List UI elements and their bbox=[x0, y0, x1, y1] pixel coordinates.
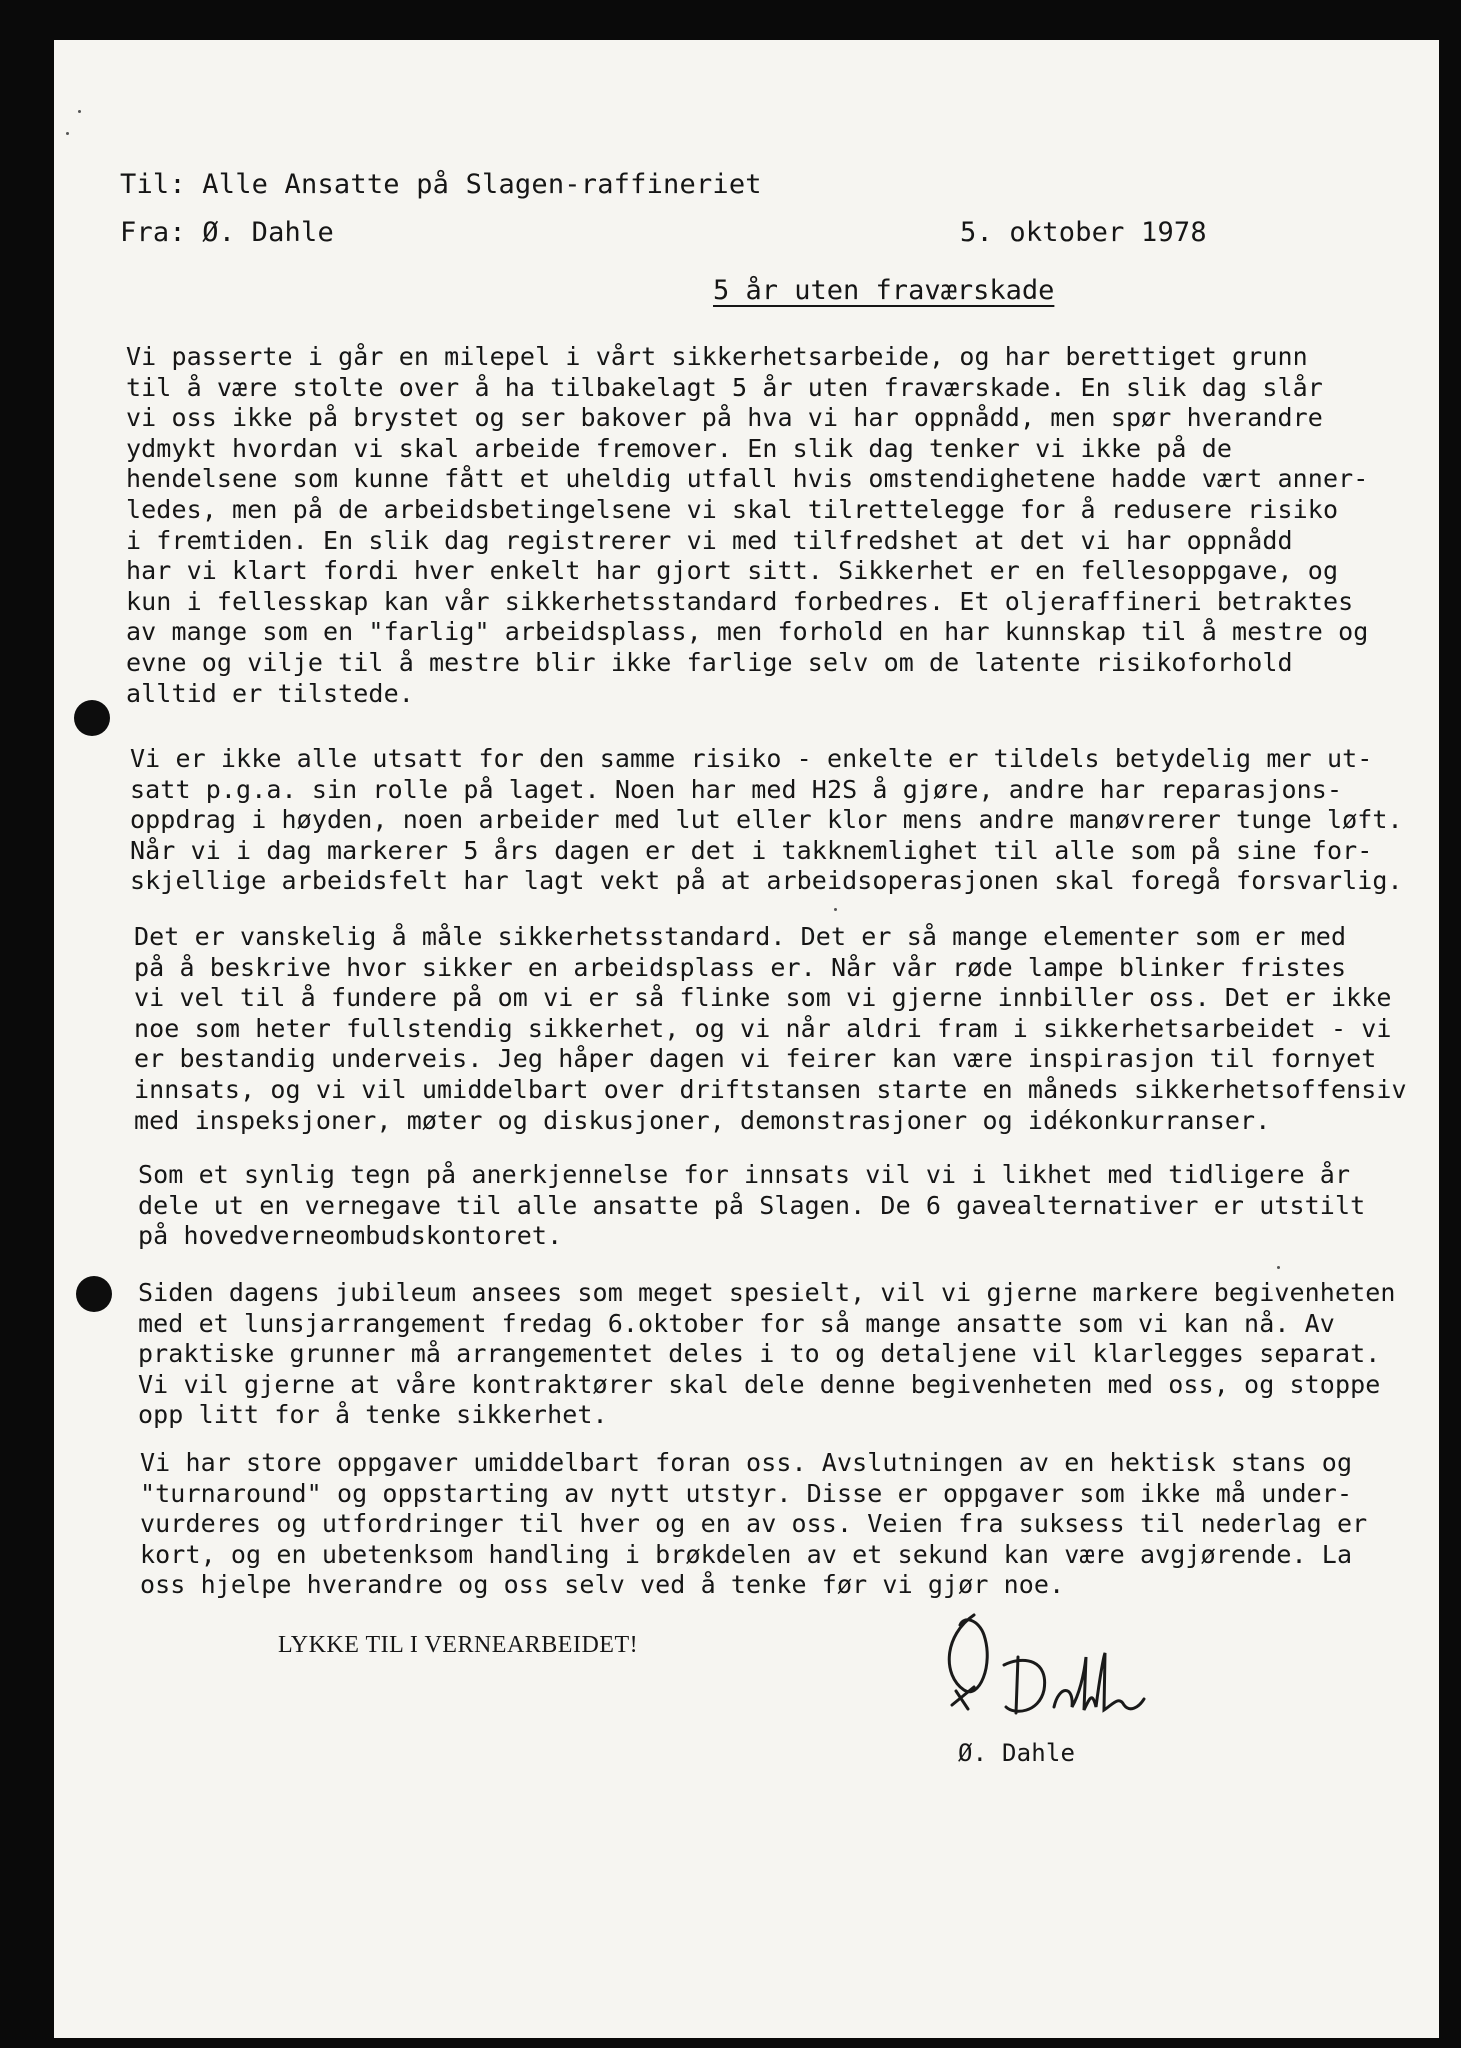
text-line: praktiske grunner må arrangementet deles i to og detaljene vil klarlegges separat. bbox=[138, 1339, 1381, 1369]
text-line: Vi har store oppgaver umiddelbart foran oss. Avslutningen av en hektisk stans og bbox=[140, 1448, 1353, 1477]
text-line: oss hjelpe hverandre og oss selv ved å tenke før vi gjør noe. bbox=[140, 1570, 1065, 1600]
text-line: alltid er tilstede. bbox=[126, 678, 414, 708]
paper-speck bbox=[78, 110, 81, 113]
text-line: satt p.g.a. sin rolle på laget. Noen har med H2S å gjøre, andre har reparasjons- bbox=[130, 774, 1343, 804]
text-line: kort, og en ubetenksom handling i brøkdelen av et sekund kan være avgjørende. La bbox=[140, 1539, 1353, 1569]
paper-speck bbox=[66, 132, 69, 135]
text-line: dele ut en vernegave til alle ansatte på Slagen. De 6 gavealternativer er utstilt bbox=[138, 1190, 1366, 1220]
text-line: har vi klart fordi hver enkelt har gjort sitt. Sikkerhet er en fellesoppgave, og bbox=[126, 556, 1339, 586]
document-page bbox=[54, 40, 1439, 2038]
text-line: skjellige arbeidsfelt har lagt vekt på at arbeidsoperasjonen skal foregå forsvarlig. bbox=[130, 866, 1403, 896]
text-line: vurderes og utfordringer til hver og en av oss. Veien fra suksess til nederlag er bbox=[140, 1509, 1368, 1539]
text-line: er bestandig underveis. Jeg håper dagen vi feirer kan være inspirasjon til fornyet bbox=[134, 1044, 1377, 1074]
text-line: på hovedverneombudskontoret. bbox=[138, 1221, 563, 1251]
date-line: 5. oktober 1978 bbox=[960, 217, 1207, 248]
text-line: til å være stolte over å ha tilbakelagt 5 år uten fraværskade. En slik dag slår bbox=[126, 372, 1323, 402]
to-line: Til: Alle Ansatte på Slagen-raffineriet bbox=[120, 169, 762, 200]
text-line: evne og vilje til å mestre blir ikke farlige selv om de latente risikoforhold bbox=[126, 647, 1293, 677]
letter-title: 5 år uten fraværskade bbox=[713, 275, 1055, 306]
text-line: opp litt for å tenke sikkerhet. bbox=[138, 1400, 608, 1430]
text-line: oppdrag i høyden, noen arbeider med lut eller klor mens andre manøvrerer tunge løft. bbox=[130, 805, 1403, 835]
paper-speck bbox=[1277, 1266, 1280, 1269]
closing-line: LYKKE TIL I VERNEARBEIDET! bbox=[278, 1632, 639, 1658]
text-line: Siden dagens jubileum ansees som meget spesielt, vil vi gjerne markere begivenheten bbox=[138, 1278, 1396, 1307]
bullet-mark bbox=[76, 1276, 112, 1312]
text-line: kun i fellesskap kan vår sikkerhetsstandard forbedres. Et oljeraffineri betraktes bbox=[126, 586, 1354, 616]
handwritten-signature bbox=[934, 1595, 1194, 1745]
text-line: av mange som en "farlig" arbeidsplass, men forhold en har kunnskap til å mestre og bbox=[126, 617, 1369, 647]
text-line: ledes, men på de arbeidsbetingelsene vi skal tilrettelegge for å redusere risiko bbox=[126, 494, 1339, 524]
text-line: på å beskrive hvor sikker en arbeidsplass er. Når vår røde lampe blinker fristes bbox=[134, 952, 1347, 982]
text-line: Vi passerte i går en milepel i vårt sikkerhetsarbeide, og har berettiget grunn bbox=[126, 342, 1308, 371]
text-line: vi vel til å fundere på om vi er så flinke som vi gjerne innbiller oss. Det er ikke bbox=[134, 983, 1392, 1013]
paragraph-1 bbox=[126, 342, 1368, 709]
from-line: Fra: Ø. Dahle bbox=[120, 217, 334, 248]
text-line: med et lunsjarrangement fredag 6.oktober for så mange ansatte som vi kan nå. Av bbox=[138, 1308, 1335, 1338]
text-line: noe som heter fullstendig sikkerhet, og vi når aldri fram i sikkerhetsarbeidet - vi bbox=[134, 1013, 1392, 1043]
paragraph-4 bbox=[138, 1160, 1365, 1252]
paper-speck bbox=[834, 908, 837, 911]
paragraph-5 bbox=[138, 1278, 1396, 1431]
paragraph-6 bbox=[140, 1448, 1367, 1601]
text-line: Det er vanskelig å måle sikkerhetsstandard. Det er så mange elementer som er med bbox=[134, 922, 1347, 951]
text-line: vi oss ikke på brystet og ser bakover på hva vi har oppnådd, men spør hverandre bbox=[126, 403, 1323, 433]
text-line: Vi vil gjerne at våre kontraktører skal dele denne begivenheten med oss, og stoppe bbox=[138, 1369, 1381, 1399]
text-line: Når vi i dag markerer 5 års dagen er det i takknemlighet til alle som på sine for- bbox=[130, 835, 1373, 865]
text-line: Vi er ikke alle utsatt for den samme risiko - enkelte er tildels betydelig mer ut- bbox=[130, 744, 1373, 773]
text-line: i fremtiden. En slik dag registrerer vi med tilfredshet at det vi har oppnådd bbox=[126, 525, 1293, 555]
text-line: "turnaround" og oppstarting av nytt utstyr. Disse er oppgaver som ikke må under- bbox=[140, 1478, 1353, 1508]
text-line: ydmykt hvordan vi skal arbeide fremover. En slik dag tenker vi ikke på de bbox=[126, 433, 1233, 463]
paragraph-2 bbox=[130, 744, 1403, 897]
signatory-name: Ø. Dahle bbox=[958, 1739, 1076, 1767]
bullet-mark bbox=[74, 700, 110, 736]
text-line: med inspeksjoner, møter og diskusjoner, demonstrasjoner og idékonkurranser. bbox=[134, 1105, 1271, 1135]
paragraph-3 bbox=[134, 922, 1407, 1136]
text-line: hendelsene som kunne fått et uheldig utfall hvis omstendighetene hadde vært anner- bbox=[126, 464, 1369, 494]
text-line: innsats, og vi vil umiddelbart over driftstansen starte en måneds sikkerhetsoffensiv bbox=[134, 1074, 1407, 1104]
text-line: Som et synlig tegn på anerkjennelse for innsats vil vi i likhet med tidligere år bbox=[138, 1160, 1351, 1189]
